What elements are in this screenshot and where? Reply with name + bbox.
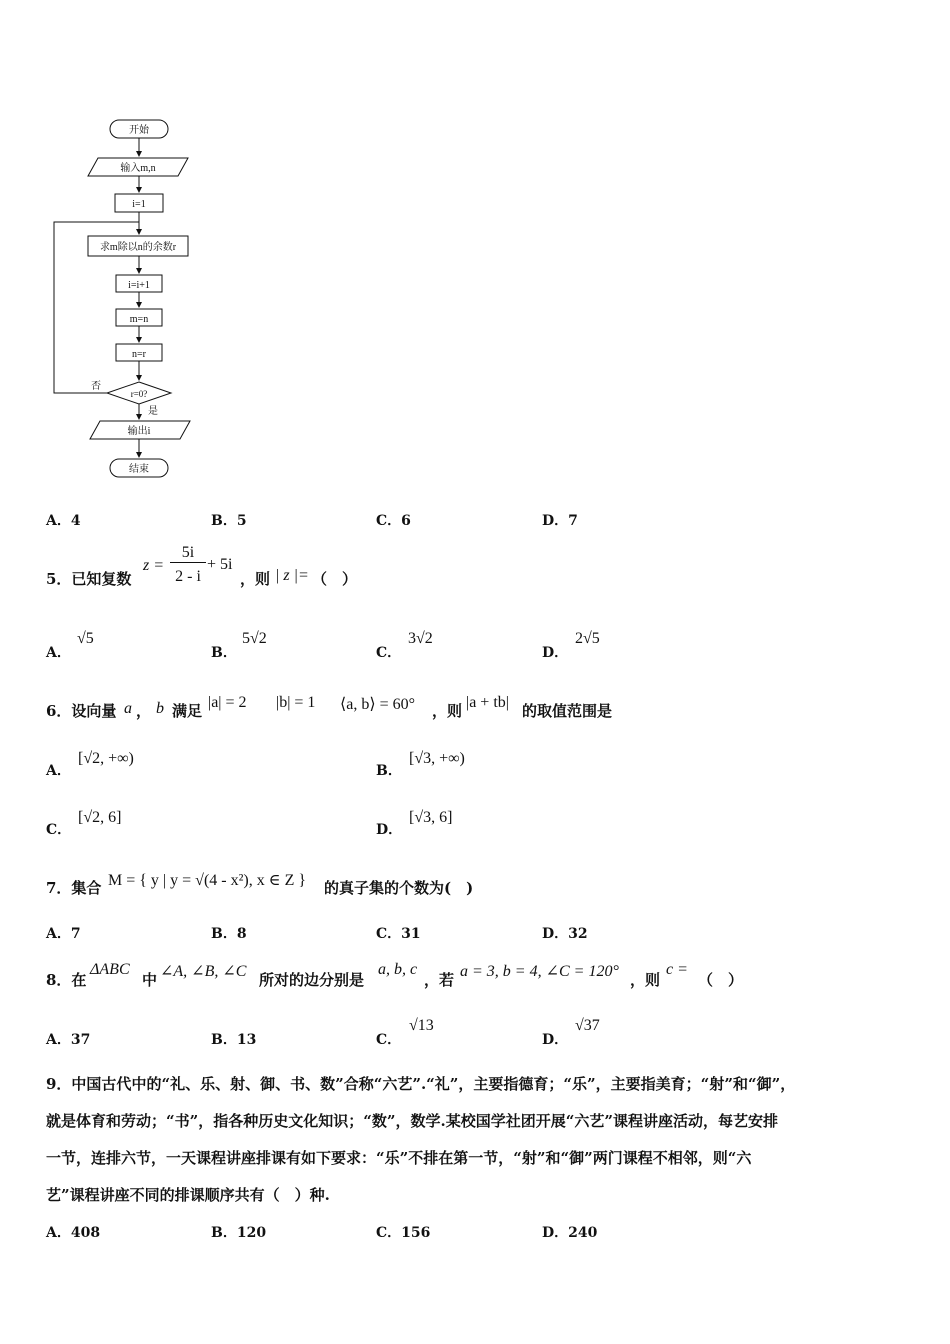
q6-suffix: 的取值范围是 [522, 702, 613, 720]
q8-option-b: B．13 [211, 1032, 257, 1048]
q5-z-eq: z = [143, 557, 165, 574]
flow-start-label: 开始 [129, 125, 149, 136]
q9-line-1: 9．中国古代中的“礼、乐、射、御、书、数”合称“六艺”.“礼”，主要指德育；“乐”，主要指美育；“射”和“御”， [46, 1075, 796, 1093]
q6-cond-3: ⟨a, b⟩ = 60° [340, 696, 416, 713]
q8-option-a: A．37 [46, 1032, 91, 1048]
q5-option-a-value: √5 [77, 630, 94, 647]
q5-plus-term: + 5i [207, 556, 233, 573]
q5-fraction-numerator: 5i [170, 544, 206, 563]
q8-part-1: 8．在 [46, 971, 87, 989]
q5-option-d-value: 2√5 [575, 630, 600, 647]
q4-option-b: B．5 [211, 513, 247, 529]
flow-init-label: i=1 [132, 199, 146, 210]
q9-line-3: 一节，连排六节，一天课程讲座排课有如下要求：“乐”不排在第一节，“射”和“御”两门课程不相邻，则“六 [46, 1149, 752, 1167]
q8-sides: a, b, c [378, 961, 418, 978]
q8-option-c-value: √13 [409, 1017, 434, 1034]
q6-vector-b: b [156, 700, 164, 717]
q9-option-d: D．240 [542, 1225, 598, 1241]
q5-prefix: 5．已知复数 [46, 570, 132, 588]
q4-option-a: A．4 [46, 513, 81, 529]
q6-prefix: 6．设向量 [46, 702, 117, 720]
q9-line-2: 就是体育和劳动；“书”，指各种历史文化知识；“数”，数学.某校国学社团开展“六艺”课程讲座活动，每艺安排 [46, 1112, 778, 1130]
flow-assign-n-label: n=r [132, 349, 146, 360]
q5-option-a-label: A． [46, 645, 71, 661]
q5-option-d-label: D． [542, 645, 569, 661]
q7-option-a: A．7 [46, 926, 81, 942]
q8-option-d-label: D． [542, 1032, 569, 1048]
q6-option-a-value: [√2, +∞) [78, 750, 134, 767]
q6-option-d-value: [√3, 6] [409, 809, 453, 826]
q6-option-b-value: [√3, +∞) [409, 750, 465, 767]
q6-option-b-label: B． [376, 763, 402, 779]
q5-option-b-label: B． [211, 645, 237, 661]
flow-cond-label: r=0? [130, 389, 148, 399]
q6-vector-a: a [124, 700, 132, 717]
q8-option-d-value: √37 [575, 1017, 600, 1034]
q8-angles: ∠A, ∠B, ∠C [160, 963, 247, 980]
flow-yes-label: 是 [148, 406, 158, 417]
q7-option-b: B．8 [211, 926, 247, 942]
q6-option-c-value: [√2, 6] [78, 809, 122, 826]
q4-option-c: C．6 [376, 513, 411, 529]
q6-cond-2: |b| = 1 [276, 694, 316, 711]
q5-option-c-value: 3√2 [408, 630, 433, 647]
flow-inc-label: i=i+1 [128, 280, 150, 291]
q7-option-c: C．31 [376, 926, 421, 942]
q6-then: ，则 [432, 702, 463, 720]
q4-option-d: D．7 [542, 513, 578, 529]
flow-remainder-label: 求m除以n的余数r [99, 242, 177, 253]
q8-c-eq: c = [666, 961, 688, 978]
q5-abs: | z |= [275, 567, 309, 584]
q7-set: M = { y | y = √(4 - x²), x ∈ Z } [108, 872, 307, 889]
q5-suffix: （ ） [312, 570, 358, 588]
q7-suffix: 的真子集的个数为( ) [324, 879, 474, 897]
flow-input-label: 输入m,n [120, 163, 156, 174]
q6-comma: ， [136, 702, 152, 720]
q8-part-6: （ ） [698, 971, 744, 989]
q9-option-a: A．408 [46, 1225, 101, 1241]
q8-part-2: 中 [142, 971, 158, 989]
q5-mid: ，则 [240, 570, 271, 588]
q9-option-c: C．156 [376, 1225, 431, 1241]
q5-option-b-value: 5√2 [242, 630, 267, 647]
flowchart [40, 112, 210, 484]
q8-condition: a = 3, b = 4, ∠C = 120° [460, 963, 619, 980]
q8-part-4: ，若 [424, 971, 455, 989]
q6-option-a-label: A． [46, 763, 71, 779]
q8-part-5: ，则 [630, 971, 661, 989]
q5-fraction-denominator: 2 - i [175, 568, 201, 585]
q9-option-b: B．120 [211, 1225, 267, 1241]
flow-assign-m-label: m=n [129, 314, 149, 325]
q6-option-c-label: C． [46, 822, 72, 838]
q5-option-c-label: C． [376, 645, 402, 661]
q8-part-3: 所对的边分别是 [259, 971, 365, 989]
q6-option-d-label: D． [376, 822, 403, 838]
q8-option-c-label: C． [376, 1032, 402, 1048]
q6-cond-1: |a| = 2 [208, 694, 247, 711]
flow-output-label: 输出i [127, 426, 151, 437]
q7-prefix: 7．集合 [46, 879, 102, 897]
q7-option-d: D．32 [542, 926, 588, 942]
flow-end-label: 结束 [129, 464, 149, 475]
q6-expression: |a + tb| [466, 694, 509, 711]
q6-satisfy: 满足 [172, 702, 203, 720]
q9-line-4: 艺”课程讲座不同的排课顺序共有（ ）种. [46, 1186, 330, 1204]
flow-no-label: 否 [91, 381, 101, 392]
q8-triangle: ΔABC [90, 961, 130, 978]
